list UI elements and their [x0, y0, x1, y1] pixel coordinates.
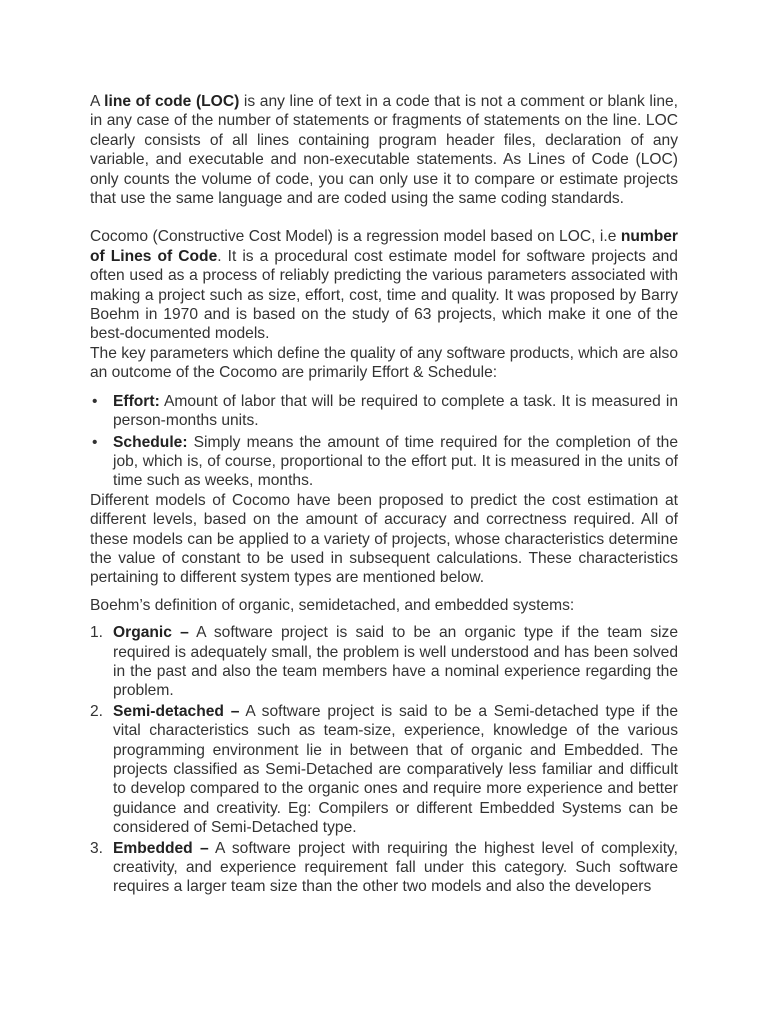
term-line-of-code: line of code (LOC)	[104, 93, 240, 110]
bullet-term-schedule: Schedule:	[113, 433, 188, 451]
list-text-embedded: A software project with requiring the highest level of complexity, creativity, and experience requirement fall under this category. Such software requires a larger team size than the other two models and also the developers	[113, 839, 678, 896]
list-item-semi-detached	[90, 702, 678, 838]
list-text-semi-detached: A software project is said to be a Semi-detached type if the vital characteristics such as team-size, experience, knowledge of the various programming environment lie in between that of organic and Embedded. The projects classified as Semi-Detached are comparatively less familiar and difficult to develop compared to the organic ones and require more experience and better guidance and creativity. Eg: Compilers or different Embedded Systems can be considered of Semi-Detached type.	[113, 702, 678, 837]
list-term-semi-detached: Semi-detached –	[113, 702, 240, 720]
list-item-embedded	[90, 839, 678, 897]
bullet-marker: •	[92, 392, 98, 410]
bullet-text-schedule: Simply means the amount of time required for the completion of the job, which is, of course, proportional to the effort put. It is measured in the units of time such as weeks, months.	[113, 433, 678, 490]
list-number: 2.	[90, 702, 104, 720]
list-text-organic: A software project is said to be an organic type if the team size required is adequately small, the problem is well understood and has been solved in the past and also the team members have a nominal experience regarding the problem.	[113, 624, 678, 700]
paragraph-loc-definition	[90, 92, 678, 208]
paragraph-cocomo-intro	[90, 227, 678, 343]
paragraph-cocomo-prefix: Cocomo (Constructive Cost Model) is a regression model based on LOC, i.e	[90, 228, 621, 246]
list-number: 3.	[90, 839, 104, 857]
list-term-organic: Organic –	[113, 624, 189, 642]
bullet-term-effort: Effort:	[113, 392, 160, 410]
system-types-list	[90, 623, 678, 897]
list-term-embedded: Embedded –	[113, 839, 209, 857]
paragraph-cocomo-models: Different models of Cocomo have been proposed to predict the cost estimation at different levels, based on the amount of accuracy and correctness required. All of these models can be applied to a variety of projects, whose characteristics determine the value of constant to be used in subsequent calculations. These characteristics pertaining to different system types are mentioned below.	[90, 491, 678, 587]
paragraph-cocomo-text: . It is a procedural cost estimate model for software projects and often used as a process of reliably predicting the various parameters associated with making a project such as size, effort, cost, time and quality. It was proposed by Barry Boehm in 1970 and is based on the study of 63 projects, which make it one of the best-documented models.	[90, 247, 678, 343]
term-number-of-lines-of-code: number of Lines of Code	[90, 228, 678, 265]
bullet-text-effort: Amount of labor that will be required to complete a task. It is measured in person-months units.	[113, 392, 678, 430]
bullet-marker: •	[92, 433, 98, 451]
paragraph-key-parameters: The key parameters which define the quality of any software products, which are also an outcome of the Cocomo are primarily Effort & Schedule:	[90, 344, 678, 382]
bullet-item-effort	[90, 392, 678, 431]
paragraph-loc-prefix: A	[90, 93, 105, 110]
paragraph-boehm-definition: Boehm’s definition of organic, semidetached, and embedded systems:	[90, 596, 575, 614]
parameter-bullet-list	[90, 392, 678, 491]
paragraph-loc-text: is any line of text in a code that is not a comment or blank line, in any case of the number of statements or fragments of statements on the line. LOC clearly consists of all lines containing program header files, declaration of any variable, and executable and non-executable statements. As Lines of Code (LOC) only counts the volume of code, you can only use it to compare or estimate projects that use the same language and are coded using the same coding standards.	[90, 93, 679, 208]
bullet-item-schedule	[90, 433, 678, 491]
list-item-organic	[90, 623, 678, 701]
list-number: 1.	[90, 624, 104, 642]
document-page	[90, 92, 678, 897]
